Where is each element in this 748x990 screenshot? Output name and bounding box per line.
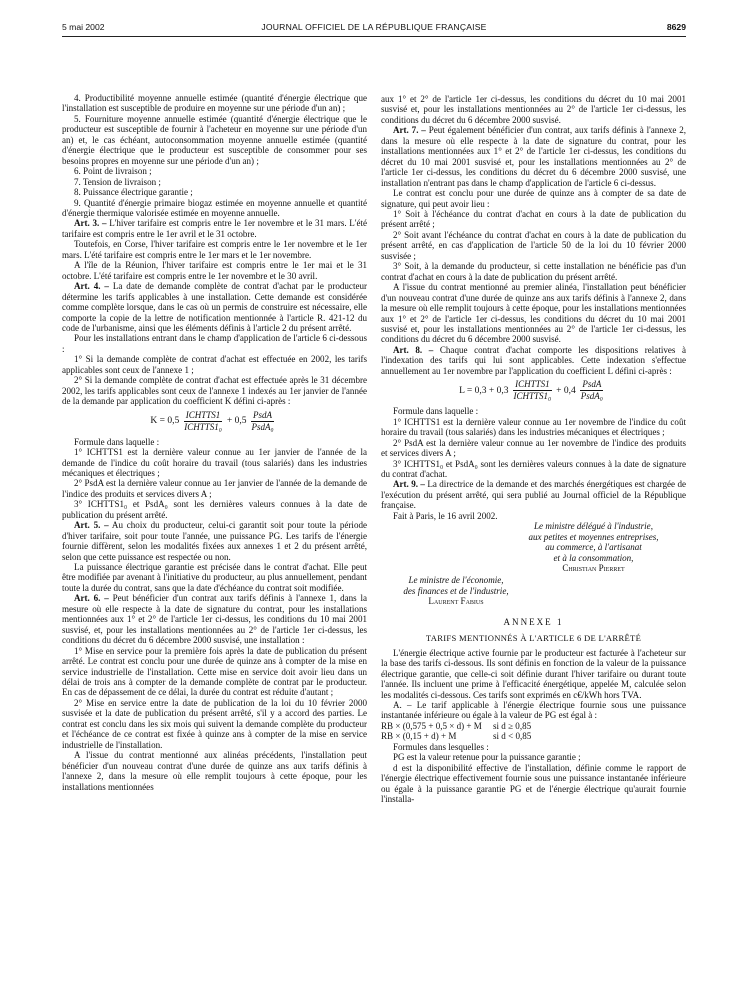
article-label: Art. 5. –	[74, 520, 109, 531]
article-7: Art. 7. – Peut également bénéficier d'un contrat, aux tarifs définis à l'annexe 2, dans la mesure où elle respecte à la date de signature du contrat, pour les installations mentionnées aux 1° et 2° de l'article 1er ci-dessus, les conditions du décret du 10 mai 2001 susvisé et, pour les installations mentionnées au 2° de l'article 1er ci-dessus, les conditions du décret du 6 décembre 2000 susvisé, une installation n'entrant pas dans le champ d'application de l'article 6 ci-dessus.	[381, 125, 687, 188]
signature-block-1: Le ministre délégué à l'industrie, aux petites et moyennes entreprises, au commerce, à l'artisanat et à la consommation, Christian Pierret	[501, 521, 686, 573]
article-label: Art. 3. –	[74, 218, 107, 229]
signature-date: Fait à Paris, le 16 avril 2002.	[393, 510, 498, 521]
paragraph: A l'issue du contrat mentionné au premier alinéa, l'installation peut bénéficier d'un nouveau contrat d'une durée de quinze ans aux tarifs définis à l'annexe 2, dans la mesure où elle remplit toujours à cette époque, pour les installations mentionnées aux 1° et 2° de l'article 1er ci-dessus, les conditions du décret du 10 mai 2001 susvisé et, pour les installations mentionnées au 2° de l'article 1er ci-dessus, les conditions du décret du 6 décembre 2000 susvisé.	[381, 282, 686, 345]
header-page-number: 8629	[666, 22, 686, 32]
paragraph: 7. Tension de livraison ;	[74, 176, 161, 187]
paragraph: 5. Fourniture moyenne annuelle estimée (quantité d'énergie électrique que le producteur est susceptible de fournir à l'acheteur en moyenne sur une période d'un an) et, le cas échéant, autoconsommation moyenne annuelle estimée (quantité d'énergie électrique que le producteur est susceptible de consommer pour ses besoins propres en moyenne sur une période d'un an) ;	[62, 113, 367, 166]
paragraph: 1° ICHTTS1 est la dernière valeur connue au 1er novembre de l'indice du coût horaire du travail (tous salariés) dans les industries mécaniques et électriques ;	[381, 416, 686, 438]
annex-title: ANNEXE 1	[503, 616, 564, 627]
paragraph: 3° ICHTTS1₀ et PsdA₀ sont les dernières valeurs connues à la date de signature du contrat d'achat.	[381, 458, 686, 479]
paragraph: d est la disponibilité effective de l'installation, définie comme le rapport de l'énergie électrique effectivement fournie sous une puissance instantanée inférieure ou égale à la puissance garantie PG et de l'énergie électrique qu'aurait fournie l'installa-	[381, 762, 686, 805]
paragraph: 1° Soit à l'échéance du contrat d'achat en cours à la date de publication du présent arrêté ;	[381, 208, 686, 230]
article-3: Art. 3. – L'hiver tarifaire est compris entre le 1er novembre et le 31 mars. L'été tarifaire est compris entre le 1er avril et le 31 octobre.	[62, 218, 367, 239]
paragraph: A. – Le tarif applicable à l'énergie électrique fournie sous une puissance instantanée inférieure ou égale à la valeur de PG est égal à :	[381, 700, 686, 721]
article-5: Art. 5. – Au choix du producteur, celui-ci garantit soit pour toute la période d'hiver tarifaire, soit pour toute l'année, une puissance PG. Les tarifs de l'énergie fournie diffèrent, selon les modalités fixées aux annexes 1 et 2 du présent arrêté, selon que cette puissance est respectée ou non.	[62, 520, 368, 562]
paragraph: 6. Point de livraison ;	[74, 166, 152, 177]
paragraph: Formule dans laquelle :	[74, 436, 160, 447]
formula-l: L = 0,3 + 0,3 $\frac{\text{ICHTTS1}}{\text{ICHTTS1₀}}$ + 0,4 $\frac{\text{PsdA}}{\text{PsdA₀}}$	[459, 379, 603, 402]
paragraph: L'énergie électrique active fournie par le producteur est facturée à l'acheteur sur la base des tarifs ci-dessous. Ils sont définis en fonction de la valeur de la puissance électrique garantie, que celle-ci soit définie durant l'hiver tarifaire ou durant toute l'année. Ils incluent une prime à l'efficacité énergétique, appelée M, calculée selon les modalités ci-dessous. Ces tarifs sont exprimés en c€/kWh hors TVA.	[381, 647, 686, 700]
article-9: Art. 9. – La directrice de la demande et des marchés énergétiques est chargée de l'exécution du présent arrêté, qui sera publié au Journal officiel de la République française.	[381, 479, 686, 511]
paragraph: A l'issue du contrat mentionné aux alinéas précédents, l'installation peut bénéficier d'un nouveau contrat d'une durée de quinze ans aux tarifs définis à l'annexe 2, dans la mesure où elle remplit toujours à cette époque, pour les installations mentionnées	[62, 750, 367, 792]
paragraph: Toutefois, en Corse, l'hiver tarifaire est compris entre le 1er novembre et le 1er mars. L'été tarifaire est compris entre le 1er mars et le 1er novembre.	[62, 239, 367, 260]
paragraph: PG est la valeur retenue pour la puissance garantie ;	[393, 752, 581, 763]
right-column	[381, 94, 686, 805]
tariff-rule: RB × (0,15 + d) + M si d < 0,85	[381, 731, 532, 742]
paragraph: La puissance électrique garantie est précisée dans le contrat d'achat. Elle peut être modifiée par avenant à l'initiative du producteur, au plus annuellement, pendant toute la durée du contrat, sans que la date d'échéance du contrat soit modifiée.	[62, 562, 367, 593]
article-6: Art. 6. – Peut bénéficier d'un contrat aux tarifs définis à l'annexe 1, dans la mesure où elle respecte à la date de signature du contrat, pour les installations mentionnées aux 1° et 2° de l'article 1er ci-dessus, les conditions du 10 mai 2001 susvisé, et, pour les installations mentionnées au 2° de l'article 1er ci-dessus, les conditions du décret du 6 décembre 2000 susvisé, une installation :	[62, 593, 368, 646]
paragraph: A l'île de la Réunion, l'hiver tarifaire est compris entre le 1er mai et le 31 octobre. L'été tarifaire est compris entre le 1er novembre et le 30 avril.	[62, 260, 367, 281]
paragraph: Pour les installations entrant dans le champ d'application de l'article 6 ci-dessous :	[62, 333, 367, 354]
article-4: Art. 4. – La date de demande complète de contrat d'achat par le producteur détermine les tarifs applicables à une installation. Cette demande est considérée comme complète lorsque, dans le cas où un permis de construire est nécessaire, elle comporte la copie de la lettre de notification mentionnée à l'article R. 421-12 du code de l'urbanisme, ainsi que les éléments définis à l'article 2 du présent arrêté.	[62, 281, 368, 333]
paragraph: Le contrat est conclu pour une durée de quinze ans à compter de sa date de signature, qui peut avoir lieu :	[381, 188, 686, 209]
paragraph: 8. Puissance électrique garantie ;	[74, 187, 193, 198]
paragraph: 9. Quantité d'énergie primaire biogaz estimée en moyenne annuelle et quantité d'énergie thermique valorisée estimée en moyenne annuelle.	[62, 197, 367, 218]
signatory-name: Christian Pierret	[562, 563, 625, 574]
paragraph: 4. Productibilité moyenne annuelle estimée (quantité d'énergie électrique que l'installation est susceptible de produire en moyenne sur une période d'un an) ;	[62, 93, 367, 114]
formula-k: K = 0,5 $\frac{\text{ICHTTS1}}{\text{ICHTTS1₀}}$ + 0,5 $\frac{\text{PsdA}}{\text{PsdA₀}}$	[150, 409, 274, 432]
header-date: 5 mai 2002	[62, 22, 105, 32]
signatory-name: Laurent Fabius	[428, 596, 484, 607]
header-rule	[62, 36, 686, 37]
article-label: Art. 8. –	[393, 344, 434, 355]
article-label: Art. 7. –	[393, 125, 426, 136]
annex-subtitle: TARIFS MENTIONNÉS À L'ARTICLE 6 DE L'ARRÊTÉ	[425, 633, 642, 644]
paragraph: Formule dans laquelle :	[393, 406, 479, 417]
paragraph: 2° PsdA est la dernière valeur connue au 1er janvier de l'année de la demande de l'indice des produits et services divers A ;	[62, 478, 367, 499]
page-header	[62, 22, 686, 36]
paragraph: Formules dans lesquelles :	[393, 741, 489, 752]
paragraph: 1° ICHTTS1 est la dernière valeur connue au 1er janvier de l'année de la demande de l'indice du coût horaire du travail (tous salariés) dans les industries mécaniques et électriques ;	[62, 447, 367, 478]
signature-block-2: Le ministre de l'économie, des finances et de l'industrie, Laurent Fabius	[381, 575, 531, 606]
article-label: Art. 9. –	[393, 479, 425, 490]
paragraph: 3° Soit, à la demande du producteur, si cette installation ne bénéficie pas d'un contrat d'achat en cours à la date de publication du présent arrêté.	[381, 261, 686, 282]
article-label: Art. 4. –	[74, 281, 109, 292]
paragraph: 1° Mise en service pour la première fois après la date de publication du présent arrêté. Le contrat est conclu pour une durée de quinze ans à compter de la mise en service industrielle de l'installation. Cette mise en service doit avoir lieu dans un délai de trois ans à compter de la demande complète de contrat par le producteur. En cas de dépassement de ce délai, la durée du contrat est réduite d'autant ;	[62, 645, 367, 698]
paragraph: 2° Soit avant l'échéance du contrat d'achat en cours à la date de publication du présent arrêté, en cas d'application de l'article 50 de la loi du 10 février 2000 susvisée ;	[381, 229, 686, 261]
paragraph: 2° Mise en service entre la date de publication de la loi du 10 février 2000 susvisée et la date de publication du présent arrêté, s'il y a accord des parties. Le contrat est conclu dans les six mois qui suivent la demande complète du producteur et l'échéance de ce contrat est fixée à quinze ans à compter de la mise en service industrielle de l'installation.	[62, 697, 367, 750]
left-column	[62, 93, 367, 792]
paragraph: 2° Si la demande complète de contrat d'achat est effectuée après le 31 décembre 2002, les tarifs applicables sont ceux de l'annexe 1 indexés au 1er janvier de l'année de la demande par application du coefficient K défini ci-après :	[62, 375, 367, 407]
header-journal-title: JOURNAL OFFICIEL DE LA RÉPUBLIQUE FRANÇAISE	[261, 22, 487, 32]
paragraph: 2° PsdA est la dernière valeur connue au 1er novembre de l'indice des produits et services divers A ;	[381, 437, 686, 459]
article-8: Art. 8. – Chaque contrat d'achat comporte les dispositions relatives à l'indexation des tarifs qui lui sont applicables. Cette indexation s'effectue annuellement au 1er novembre par l'application du coefficient L défini ci-après :	[381, 344, 686, 376]
paragraph: aux 1° et 2° de l'article 1er ci-dessus, les conditions du décret du 10 mai 2001 susvisé et, pour les installations mentionnées au 2° de l'article 1er ci-dessus, les conditions du décret du 6 décembre 2000 susvisé.	[381, 94, 686, 125]
tariff-rule: RB × (0,575 + 0,5 × d) + M si d ≥ 0,85	[381, 720, 532, 731]
article-label: Art. 6. –	[74, 593, 109, 604]
paragraph: 1° Si la demande complète de contrat d'achat est effectuée en 2002, les tarifs applicables sont ceux de l'annexe 1 ;	[62, 354, 367, 375]
paragraph: 3° ICHTTS1₀ et PsdA₀ sont les dernières valeurs connues à la date de publication du présent arrêté.	[62, 499, 367, 520]
